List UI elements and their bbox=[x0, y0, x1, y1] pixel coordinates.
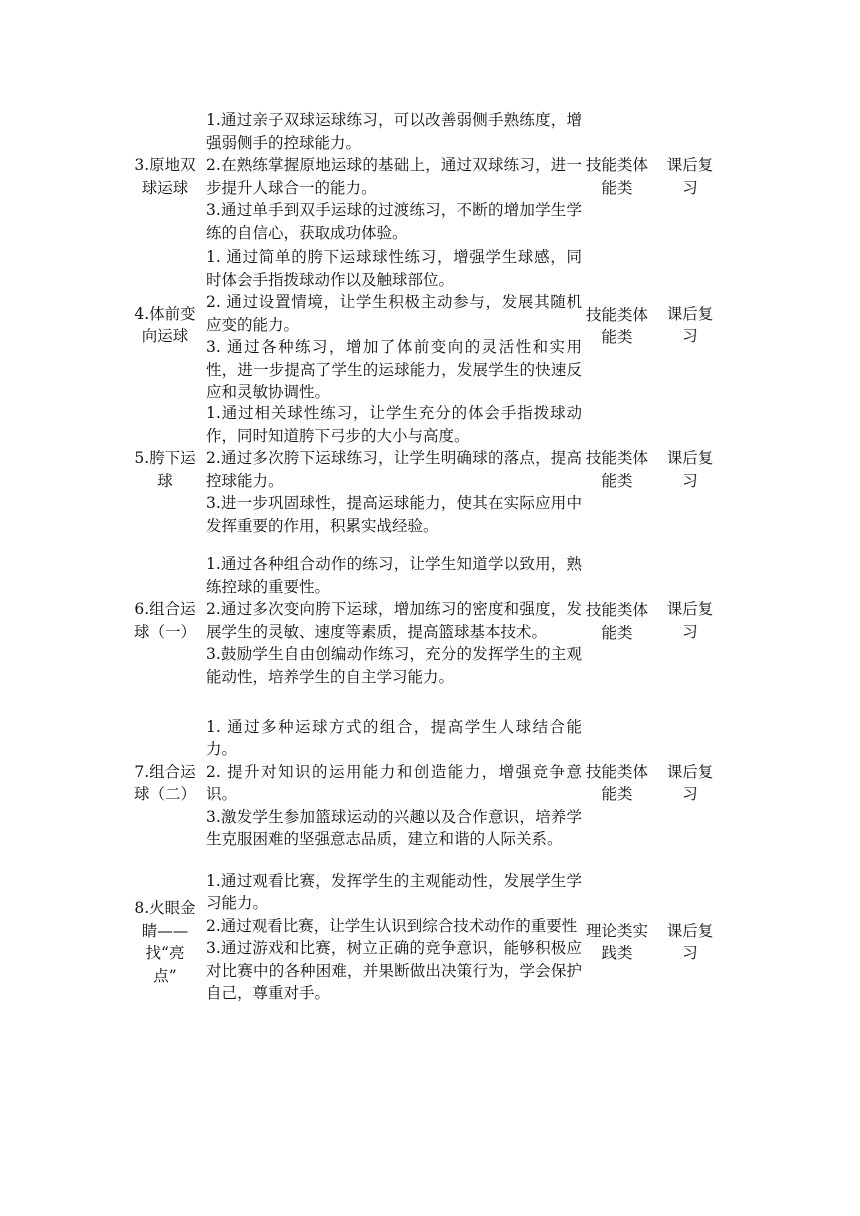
goal-item: 2.通过观看比赛，让学生认识到综合技术动作的重要性 bbox=[206, 916, 578, 935]
lesson-name: 3.原地双球运球 bbox=[134, 156, 196, 197]
goal-item: 1.通过观看比赛，发挥学生的主观能动性，发展学生学习能力。 bbox=[206, 871, 582, 912]
goal-item: 1. 通过简单的胯下运球球性练习，增强学生球感，同时体会手指拨球动作以及触球部位。 bbox=[206, 248, 582, 289]
lesson-method: 课后复习 bbox=[666, 304, 714, 345]
lesson-name: 7.组合运球（二） bbox=[134, 762, 197, 803]
lesson-name: 4.体前变向运球 bbox=[134, 304, 196, 345]
lesson-name: 5.胯下运球 bbox=[134, 449, 196, 490]
lesson-method: 课后复习 bbox=[666, 921, 714, 962]
lesson-type: 理论类实践类 bbox=[585, 921, 648, 962]
goal-item: 1.通过各种组合动作的练习，让学生知道学以致用，熟练控球的重要性。 bbox=[206, 555, 582, 596]
goal-item: 3.鼓励学生自由创编动作练习，充分的发挥学生的主观能动性，培养学生的自主学习能力。 bbox=[206, 645, 582, 686]
goal-item: 2. 通过设置情境，让学生积极主动参与，发展其随机应变的能力。 bbox=[206, 293, 582, 334]
lesson-goals bbox=[200, 109, 582, 244]
goal-item: 2.在熟练掌握原地运球的基础上，通过双球练习，进一步提升人球合一的能力。 bbox=[206, 156, 582, 197]
goal-item: 1.通过亲子双球运球练习，可以改善弱侧手熟练度，增强弱侧手的控球能力。 bbox=[206, 111, 582, 152]
goal-item: 1. 通过多种运球方式的组合，提高学生人球结合能力。 bbox=[206, 717, 582, 758]
lesson-type: 技能类体能类 bbox=[585, 156, 648, 197]
table-row bbox=[130, 402, 740, 537]
lesson-goals bbox=[200, 246, 582, 404]
goal-item: 3.通过游戏和比赛，树立正确的竞争意识，能够积极应对比赛中的各种困难，并果断做出决策行为，学会保护自己，尊重对手。 bbox=[206, 939, 582, 1002]
goal-item: 2.通过多次胯下运球练习，让学生明确球的落点，提高控球能力。 bbox=[206, 449, 582, 490]
goal-item: 2. 提升对知识的运用能力和创造能力，增强竞争意识。 bbox=[206, 762, 582, 803]
lesson-goals bbox=[200, 553, 582, 688]
lesson-name: 6.组合运球（一） bbox=[134, 600, 197, 641]
goal-item: 2.通过多次变向胯下运球，增加练习的密度和强度，发展学生的灵敏、速度等素质，提高篮球基本技术。 bbox=[206, 600, 582, 641]
lesson-type: 技能类体能类 bbox=[585, 601, 648, 642]
table-row bbox=[130, 862, 740, 1022]
course-content-table bbox=[130, 105, 740, 1022]
lesson-goals bbox=[200, 402, 582, 537]
lesson-name: 8.火眼金睛——找“亮点” bbox=[134, 899, 196, 985]
table-row bbox=[130, 537, 740, 704]
lesson-method: 课后复习 bbox=[666, 449, 714, 490]
goal-item: 3. 通过各种练习，增加了体前变向的灵活性和实用性，进一步提高了学生的运球能力，发展学生的快速反应和灵敏协调性。 bbox=[206, 338, 582, 402]
lesson-method: 课后复习 bbox=[666, 156, 714, 197]
lesson-goals bbox=[200, 870, 582, 1005]
table-row bbox=[130, 248, 740, 402]
table-row bbox=[130, 704, 740, 862]
goal-item: 3.通过单手到双手运球的过渡练习，不断的增加学生学练的自信心，获取成功体验。 bbox=[206, 201, 582, 242]
lesson-method: 课后复习 bbox=[666, 600, 714, 641]
lesson-goals bbox=[200, 716, 582, 851]
lesson-type: 技能类体能类 bbox=[585, 762, 648, 803]
lesson-type: 技能类体能类 bbox=[585, 449, 648, 490]
lesson-method: 课后复习 bbox=[666, 762, 714, 803]
goal-item: 1.通过相关球性练习，让学生充分的体会手指拨球动作，同时知道胯下弓步的大小与高度。 bbox=[206, 404, 582, 445]
table-row bbox=[130, 105, 740, 248]
lesson-type: 技能类体能类 bbox=[585, 305, 648, 346]
goal-item: 3.进一步巩固球性，提高运球能力，使其在实际应用中发挥重要的作用，积累实战经验。 bbox=[206, 494, 582, 535]
goal-item: 3.激发学生参加篮球运动的兴趣以及合作意识，培养学生克服困难的坚强意志品质，建立和谐的人际关系。 bbox=[206, 807, 582, 848]
